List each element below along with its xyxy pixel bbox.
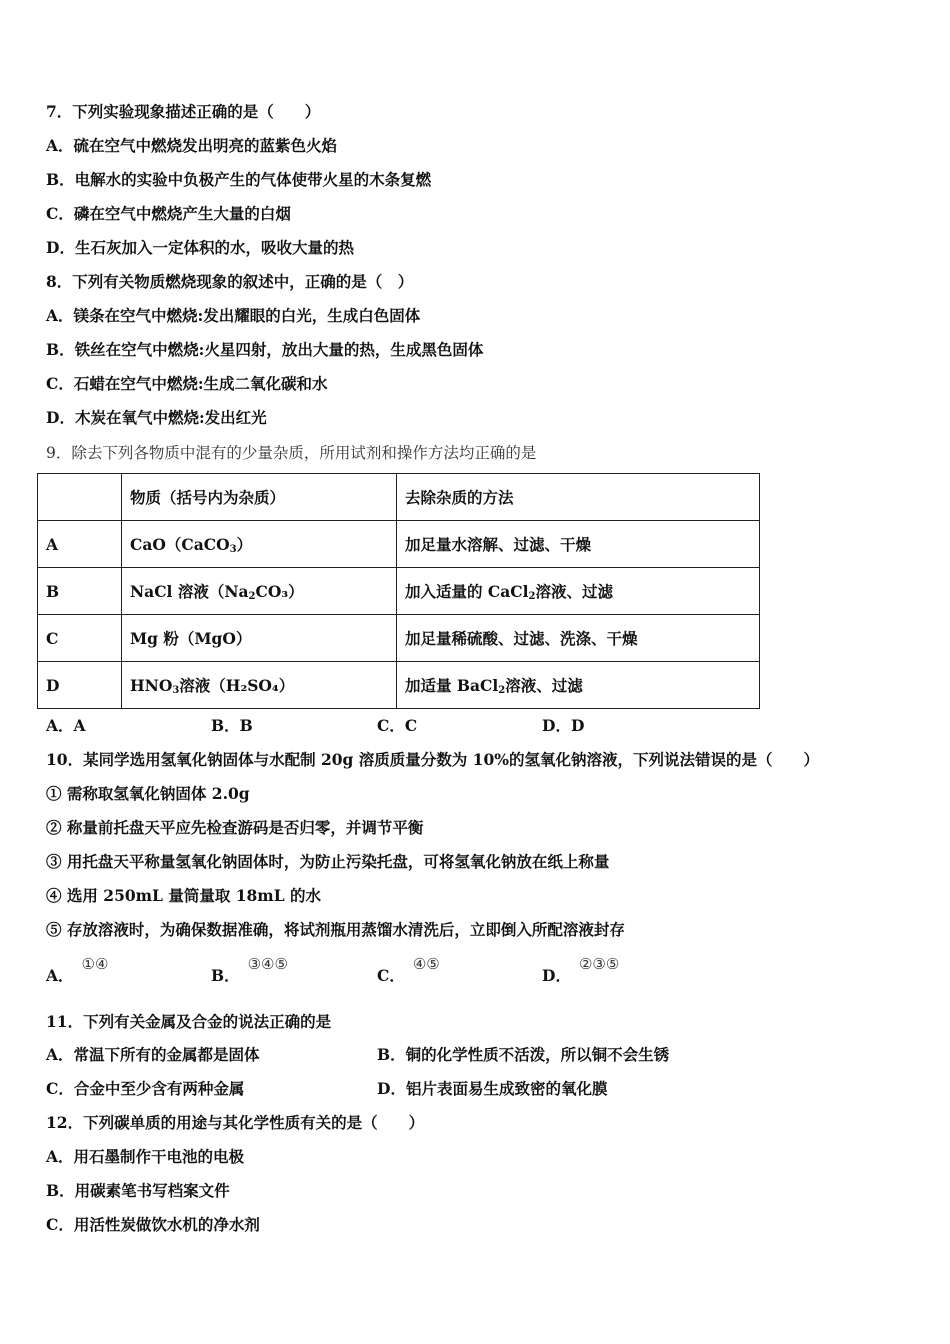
q7-option-a: A．硫在空气中燃烧发出明亮的蓝紫色火焰 [46, 136, 338, 155]
q10-statement-1: ① 需称取氢氧化钠固体 2.0g [46, 784, 250, 803]
table-row [38, 568, 760, 615]
q9-table [37, 473, 760, 709]
q10-statement-2: ② 称量前托盘天平应先检查游码是否归零，并调节平衡 [46, 818, 424, 837]
row-substance: $HNO_3$溶液（H₂SO₄） [122, 662, 397, 709]
table-row [38, 662, 760, 709]
q8-option-c: C．石蜡在空气中燃烧:生成二氧化碳和水 [46, 374, 328, 393]
q9-option-a: A．A [46, 716, 86, 735]
q10-option-c: C．④⑤ [377, 955, 440, 985]
q12-option-a: A．用石墨制作干电池的电极 [46, 1147, 245, 1166]
row-label: A [38, 521, 122, 568]
q11-stem: 11．下列有关金属及合金的说法正确的是 [46, 1012, 332, 1031]
row-substance: Mg 粉（MgO） [122, 615, 397, 662]
q11-option-a: A．常温下所有的金属都是固体 [46, 1045, 260, 1064]
q9-option-c: C．C [377, 716, 418, 735]
q7-stem: 7．下列实验现象描述正确的是（ ） [46, 102, 321, 121]
table-header-substance: 物质（括号内为杂质） [122, 474, 397, 521]
q10-stem: 10．某同学选用氢氧化钠固体与水配制 20g 溶质质量分数为 10%的氢氧化钠溶液，下列说法错误的是（ ） [46, 750, 819, 769]
row-label: D [38, 662, 122, 709]
q11-option-d: D．铝片表面易生成致密的氧化膜 [377, 1079, 608, 1098]
q10-option-d: D．②③⑤ [542, 955, 620, 985]
q7-option-b: B．电解水的实验中负极产生的气体使带火星的木条复燃 [46, 170, 432, 189]
q12-stem: 12．下列碳单质的用途与其化学性质有关的是（ ） [46, 1113, 425, 1132]
q12-option-b: B．用碳素笔书写档案文件 [46, 1181, 230, 1200]
table-row [38, 521, 760, 568]
row-substance: CaO（CaCO$_3$） [122, 521, 397, 568]
q8-option-d: D．木炭在氧气中燃烧:发出红光 [46, 408, 267, 427]
q10-statement-5: ⑤ 存放溶液时，为确保数据准确，将试剂瓶用蒸馏水清洗后，立即倒入所配溶液封存 [46, 920, 625, 939]
row-method: 加足量水溶解、过滤、干燥 [397, 521, 760, 568]
q10-statement-4: ④ 选用 250mL 量筒量取 18mL 的水 [46, 886, 322, 905]
row-label: B [38, 568, 122, 615]
q11-option-c: C．合金中至少含有两种金属 [46, 1079, 245, 1098]
q8-stem: 8．下列有关物质燃烧现象的叙述中，正确的是（ ） [46, 272, 414, 291]
row-method: 加适量 BaCl$_2$溶液、过滤 [397, 662, 760, 709]
q10-option-a: A．①④ [46, 955, 109, 985]
q8-option-b: B．铁丝在空气中燃烧:火星四射，放出大量的热，生成黑色固体 [46, 340, 484, 359]
q9-stem: 9．除去下列各物质中混有的少量杂质，所用试剂和操作方法均正确的是 [46, 444, 537, 462]
q9-option-d: D．D [542, 716, 585, 735]
table-header-row [38, 474, 760, 521]
q10-option-b: B．③④⑤ [211, 955, 288, 985]
table-header-cell [38, 474, 122, 521]
q10-statement-3: ③ 用托盘天平称量氢氧化钠固体时，为防止污染托盘，可将氢氧化钠放在纸上称量 [46, 852, 610, 871]
q11-option-b: B．铜的化学性质不活泼，所以铜不会生锈 [377, 1045, 670, 1064]
q12-option-c: C．用活性炭做饮水机的净水剂 [46, 1215, 260, 1234]
row-substance: NaCl 溶液$(Na_2CO_3)$ [122, 568, 397, 615]
q7-option-d: D．生石灰加入一定体积的水，吸收大量的热 [46, 238, 354, 257]
table-header-method: 去除杂质的方法 [397, 474, 760, 521]
table-row [38, 615, 760, 662]
q8-option-a: A．镁条在空气中燃烧:发出耀眼的白光，生成白色固体 [46, 306, 421, 325]
q9-option-b: B．B [211, 716, 253, 735]
row-method: 加足量稀硫酸、过滤、洗涤、干燥 [397, 615, 760, 662]
row-method: 加入适量的 CaCl$_2$溶液、过滤 [397, 568, 760, 615]
q7-option-c: C．磷在空气中燃烧产生大量的白烟 [46, 204, 291, 223]
row-label: C [38, 615, 122, 662]
